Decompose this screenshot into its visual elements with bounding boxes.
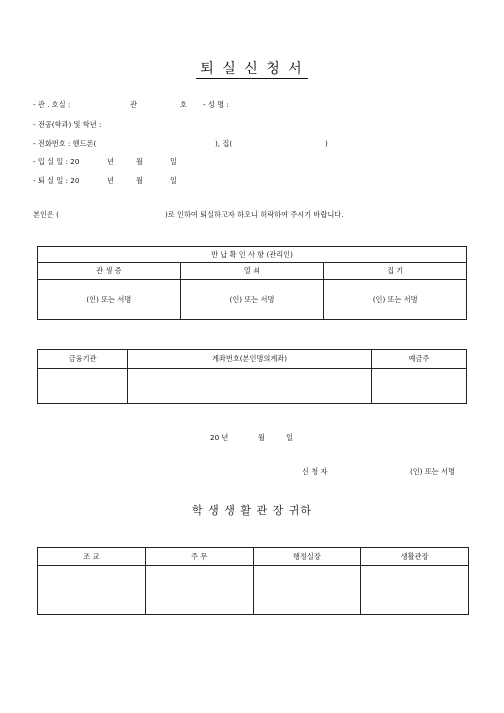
approval-col-admin: 행정실장 (253, 548, 361, 566)
approval-col-director: 생활관장 (361, 548, 469, 566)
phone-label: - 전화번호 : 핸드폰( (33, 139, 97, 148)
approval-cell-director (361, 566, 469, 615)
room-label: - 관 . 호실 : (33, 100, 71, 109)
statement-end: )로 인하여 퇴실하고자 하오니 허락하여 주시기 바랍니다. (165, 210, 344, 219)
applicant-label: 신 청 자 (302, 467, 328, 476)
bank-cell-account (128, 369, 372, 404)
form-title-text: 퇴 실 신 청 서 (196, 61, 307, 79)
move-in-label: - 입 실 일 : 20 (33, 157, 80, 166)
move-out-label: - 퇴 실 일 : 20 (33, 176, 80, 185)
return-col-furniture: 집 기 (324, 263, 467, 280)
approval-table (37, 547, 469, 615)
approval-cell-assistant (38, 566, 146, 615)
move-in-year: 년 (107, 157, 114, 166)
approval-col-officer: 주 무 (145, 548, 253, 566)
move-in-day: 일 (170, 157, 177, 166)
return-table-header: 반 납 확 인 사 항 (관리인) (38, 247, 467, 263)
statement-start: 본인은 ( (33, 210, 59, 219)
date-day: 일 (286, 433, 293, 442)
move-out-year: 년 (107, 176, 114, 185)
bank-cell-institution (38, 369, 128, 404)
applicant-sign: (인) 또는 서명 (410, 467, 455, 476)
return-table (37, 246, 467, 320)
major-label: - 전공(학과) 및 학년 : (33, 120, 102, 129)
approval-col-assistant: 조 교 (38, 548, 146, 566)
return-col-id: 관 생 증 (38, 263, 181, 280)
date-month: 월 (258, 433, 265, 442)
addressee: 학 생 생 활 관 장 귀하 (192, 504, 312, 517)
move-out-month: 월 (136, 176, 143, 185)
return-cell-key: (인) 또는 서명 (180, 280, 324, 320)
room-gwan: 관 (130, 100, 137, 109)
move-in-month: 월 (136, 157, 143, 166)
move-out-day: 일 (170, 176, 177, 185)
approval-cell-admin (253, 566, 361, 615)
bank-table (37, 349, 467, 404)
return-cell-furniture: (인) 또는 서명 (324, 280, 467, 320)
bank-cell-holder (371, 369, 466, 404)
bank-col-account: 계좌번호(본인명의계좌) (128, 350, 372, 369)
phone-end: ) (325, 139, 328, 148)
form-title (0, 58, 504, 78)
bank-col-institution: 금융기관 (38, 350, 128, 369)
return-col-key: 열 쇠 (180, 263, 324, 280)
room-ho: 호 (180, 100, 187, 109)
phone-mid: ), 집( (215, 139, 233, 148)
return-cell-id: (인) 또는 서명 (38, 280, 181, 320)
approval-cell-officer (145, 566, 253, 615)
date-year: 20 년 (210, 433, 229, 442)
bank-col-holder: 예금주 (371, 350, 466, 369)
name-label: - 성 명 : (203, 100, 229, 109)
